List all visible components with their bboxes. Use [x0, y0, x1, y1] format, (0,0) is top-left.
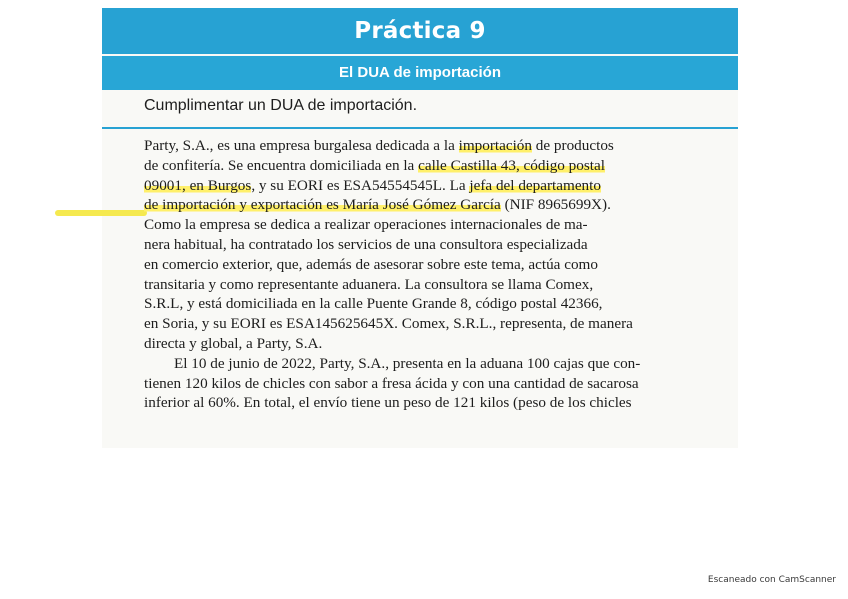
body-line [144, 195, 730, 215]
body-line: nera habitual, ha contratado los servicios de una consultora especializada [144, 235, 588, 253]
body-paragraphs [144, 136, 730, 413]
text-span: de productos [532, 137, 614, 154]
text-span: (NIF 8965699X). [500, 196, 611, 214]
highlighted-text: jefa del departamento [469, 176, 601, 194]
subtitle-banner [102, 56, 738, 90]
body-line: S.R.L, y está domiciliada en la calle Puente Grande 8, código postal 42366, [144, 295, 603, 313]
practice-subtitle: El DUA de importación [339, 64, 501, 81]
body-line [144, 136, 730, 156]
body-line: en comercio exterior, que, además de asesorar sobre este tema, actúa como [144, 255, 598, 273]
section-divider [102, 127, 738, 129]
body-line: transitaria y como representante aduanera. La consultora se llama Comex, [144, 275, 594, 293]
text-span: de confitería. Se encuentra domiciliada en la [144, 156, 419, 174]
body-line: El 10 de junio de 2022, Party, S.A., presenta en la aduana 100 cajas que con- [174, 354, 641, 372]
highlighted-text: 09001, en Burgos [144, 176, 252, 194]
scanner-watermark: Escaneado con CamScanner [707, 575, 836, 585]
body-line: directa y global, a Party, S.A. [144, 334, 323, 352]
highlighted-text: de importación y exportación es María José Gómez García [144, 196, 501, 214]
text-span: , y su EORI es ESA54554545L. La [251, 176, 470, 194]
body-line [144, 156, 730, 176]
body-line: tienen 120 kilos de chicles con sabor a fresa ácida y con una cantidad de sacarosa [144, 374, 639, 392]
highlighted-text: calle Castilla 43, código postal [418, 156, 605, 174]
body-line: en Soria, y su EORI es ESA145625645X. Comex, S.R.L., representa, de manera [144, 315, 633, 333]
body-line [144, 176, 730, 196]
body-line: Como la empresa se dedica a realizar operaciones internacionales de ma- [144, 216, 588, 234]
objective-text: Cumplimentar un DUA de importación. [144, 97, 418, 114]
text-span: Party, S.A., es una empresa burgalesa dedicada a la [144, 137, 459, 154]
body-line: inferior al 60%. En total, el envío tiene un peso de 121 kilos (peso de los chicles [144, 394, 632, 412]
practice-title: Práctica 9 [354, 18, 486, 44]
highlighted-text: importación [458, 137, 532, 154]
highlighter-stroke [55, 210, 147, 216]
title-banner [102, 8, 738, 54]
